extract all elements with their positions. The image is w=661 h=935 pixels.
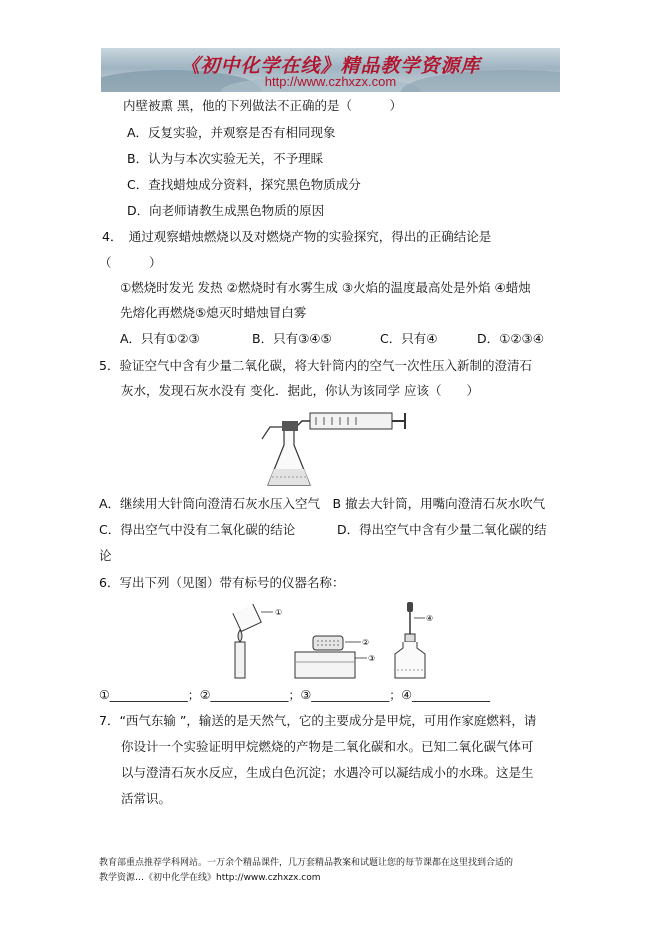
- q4-option-b: B．只有③④⑤: [252, 331, 332, 346]
- syringe-flask-figure: [260, 405, 410, 490]
- q5-stem-line2: 灰水，发现石灰水没有 变化．据此，你认为该同学 应该（ ）: [121, 383, 479, 398]
- header-banner: [101, 48, 560, 92]
- q3-option-c: C．查找蜡烛成分资料，探究黑色物质成分: [127, 177, 361, 192]
- q5-option-a-b: A．继续用大针筒向澄清石灰水压入空气 B 撤去大针筒，用嘴向澄清石灰水吹气: [99, 496, 546, 511]
- q3-option-b: B．认为与本次实验无关，不予理睬: [127, 151, 324, 166]
- q7-line4: 活常识。: [121, 791, 172, 806]
- footer-line1: 教育部重点推荐学科网站。一万余个精品课件，几万套精品教案和试题让您的每节课都在这里找到合适的: [99, 858, 514, 868]
- q4-stem: 4． 通过观察蜡烛燃烧以及对燃烧产物的实验探究，得出的正确结论是: [102, 229, 492, 244]
- q3-option-d: D．向老师请教生成黑色物质的原因: [127, 203, 325, 218]
- q5-option-c: C．得出空气中没有二氧化碳的结论: [99, 522, 296, 537]
- label-3: ③: [368, 654, 376, 663]
- banner-title: 《初中化学在线》精品教学资源库: [180, 55, 481, 77]
- q4-option-c: C．只有④: [380, 331, 438, 346]
- q4-option-d: D．①②③④: [477, 331, 544, 346]
- label-2: ②: [362, 638, 370, 647]
- q4-option-a: A．只有①②③: [120, 331, 200, 346]
- q7-line2: 你设计一个实验证明甲烷燃烧的产物是二氧化碳和水。已知二氧化碳气体可: [121, 739, 534, 754]
- q3-stem-continuation: 内壁被熏 黑，他的下列做法不正确的是（ ）: [123, 98, 402, 113]
- banner-url[interactable]: http://www.czhxzx.com: [264, 74, 397, 89]
- q5-option-d: D．得出空气中含有少量二氧化碳的结: [337, 522, 547, 537]
- q7-line1: 7．“西气东输 ”，输送的是天然气，它的主要成分是甲烷，可用作家庭燃料，请: [99, 713, 537, 728]
- lab-instruments-figure: [225, 600, 450, 682]
- label-1: ①: [275, 608, 283, 617]
- footer-line2[interactable]: 教学资源…《初中化学在线》http://www.czhxzx.com: [99, 873, 321, 883]
- q4-answer-paren: （ ）: [99, 255, 162, 270]
- q5-stem-line1: 5．验证空气中含有少量二氧化碳，将大针筒内的空气一次性压入新制的澄清石: [99, 358, 532, 373]
- q3-option-a: A．反复实验，并观察是否有相同现象: [127, 125, 336, 140]
- q7-line3: 以与澄清石灰水反应，生成白色沉淀；水遇冷可以凝结成小的水珠。这是生: [121, 765, 534, 780]
- q6-stem: 6．写出下列（见图）带有标号的仪器名称：: [99, 575, 345, 590]
- q4-items-line2: 先熔化再燃烧⑤熄灭时蜡烛冒白雾: [120, 305, 307, 320]
- q6-answer-blanks[interactable]: ①_____________；②_____________；③_____________；④_____________: [99, 688, 491, 702]
- q5-option-d-continuation: 论: [99, 548, 112, 563]
- q4-items-line1: ①燃烧时发光 发热 ②燃烧时有水雾生成 ③火焰的温度最高处是外焰 ④蜡烛: [120, 280, 531, 295]
- label-4: ④: [426, 614, 434, 623]
